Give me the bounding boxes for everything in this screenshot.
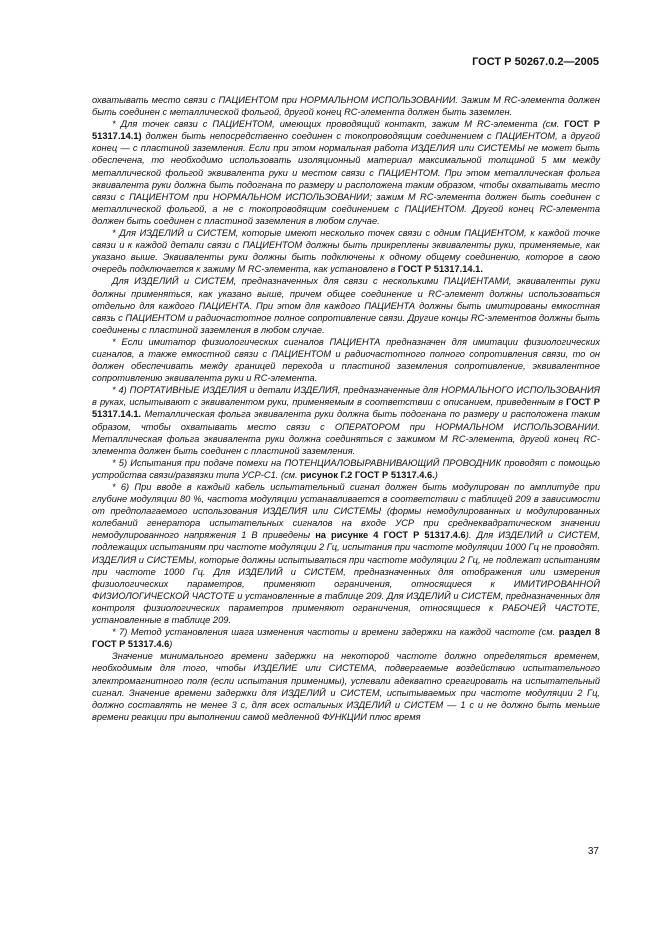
reference-text: ГОСТ Р 51317.14.1. [397, 264, 483, 275]
paragraph [92, 118, 600, 227]
paragraph-text: * 6) При вводе в каждый кабель испытательный сигнал должен быть модулирован по амплитуде при глубине модуляции 80 %, частота модуляции устанавливается в соответствии с таблицей 209 в зависимости от предполагаемого использования ИЗДЕЛИЯ или СИСТЕМЫ (формы немодулированных и модулированных колебаний генератора испытательных сигналов на входе УСР при среднеквадратическом значении немодулированного напряжения 1 В приведены [92, 482, 600, 541]
reference-text: на рисунке 4 ГОСТ Р 51317.4.6 [315, 530, 466, 541]
paragraph-text: охватывать место связи с ПАЦИЕНТОМ при НОРМАЛЬНОМ ИСПОЛЬЗОВАНИИ. Зажим М RC-элемента должен быть соединен с металлической фольгой, другой конец RC-элемента должен быть заземлен. [92, 95, 600, 118]
document-header: ГОСТ Р 50267.0.2—2005 [472, 56, 599, 68]
paragraph-text: Для ИЗДЕЛИЙ и СИСТЕМ, предназначенных для связи с несколькими ПАЦИЕНТАМИ, эквиваленты руки должны применяться, как указано выше, причем общее соединение и RC-элемент должны использоваться отдельно для каждого ПАЦИЕНТА. При этом для каждого ПАЦИЕНТА должны быть имитированы емкостная связь с ПАЦИЕНТОМ и радиочастотное полное сопротивление связи. Другие концы RC-элементов должны быть соединены с пластиной заземления в любом случае. [92, 276, 600, 335]
paragraph-text: ) [169, 639, 173, 650]
paragraph [92, 384, 600, 457]
reference-text: раздел 8 ГОСТ Р 51317.4.6 [92, 627, 600, 650]
paragraph [92, 457, 600, 481]
paragraph-text: Значение минимального времени задержки на некоторой частоте должно определяться временем, необходимым для того, чтобы ИЗДЕЛИЕ или СИСТЕМА, подвергаемые воздействию испытательного электромагнитного поля (если испытания применимы), успевали адекватно среагировать на испытательный сигнал. Значение времени задержки для ИЗДЕЛИЙ и СИСТЕМ, испытываемых при частоте модуляции 2 Гц, должно составлять не менее 3 с, для всех остальных ИЗДЕЛИЙ и СИСТЕМ — 1 с и не должно быть меньше времени реакции при выполнении самой медленной ФУНКЦИИ плюс время [92, 651, 600, 722]
paragraph-text: * 7) Метод установления шага изменения частоты и времени задержки на каждой частоте (см. [112, 627, 559, 638]
reference-text: рисунок Г.2 ГОСТ Р 51317.4.6. [300, 469, 435, 480]
paragraph [92, 336, 600, 384]
paragraph [92, 227, 600, 275]
paragraph-text: ). Для ИЗДЕЛИЙ и СИСТЕМ, подлежащих испытаниям при частоте модуляции 2 Гц, испытания при частоте модуляции 1000 Гц не проводят. ИЗДЕЛИЯ и СИСТЕМЫ, которые должны испытываться при частоте модуляции 2 Гц, не подлежат испытаниям при частоте 1000 Гц. Для ИЗДЕЛИЙ и СИСТЕМ, предназначенных для отображения или измерения физиологических параметров, применяют ограничения, относящиеся к ИМИТИРОВАННОЙ ФИЗИОЛОГИЧЕСКОЙ ЧАСТОТЕ и установленные в таблице 209. Для ИЗДЕЛИЙ и СИСТЕМ, предназначенных для контроля физиологических параметров применяют ограничения, относящиеся к РАБОЧЕЙ ЧАСТОТЕ, установленные в таблице 209. [92, 530, 600, 626]
page-number: 37 [587, 846, 599, 857]
paragraph-text: * 4) ПОРТАТИВНЫЕ ИЗДЕЛИЯ и детали ИЗДЕЛИЯ, предназначенные для НОРМАЛЬНОГО ИСПОЛЬЗОВАНИЯ в руках, испытывают с эквивалентом руки, применяемым в соответствии с описанием, приведенным в [92, 385, 600, 408]
paragraph [92, 94, 600, 118]
paragraph-text: должен быть непосредственно соединен с токопроводящим соединением с ПАЦИЕНТОМ, а другой конец — с пластиной заземления. Если при этом нормальная работа ИЗДЕЛИЯ или СИСТЕМЫ не может быть обеспечена, то необходимо использовать изоляционный материал максимальной толщиной 5 мм между металлической фольгой эквивалента руки и местом связи с ПАЦИЕНТОМ. При этом металлическая фольга эквивалента руки должна быть подогнана по размеру и расположена таким образом, чтобы охватывать место связи с ПАЦИЕНТОМ при НОРМАЛЬНОМ ИСПОЛЬЗОВАНИИ; зажим М RC-элемента должен быть соединен с металлической фольгой, а не с токопроводящим соединением с ПАЦИЕНТОМ. Другой конец RC-элемента должен быть соединен с пластиной заземления в любом случае. [92, 131, 600, 226]
reference-text: ГОСТ Р 51317.14.1. [92, 397, 600, 420]
reference-text: ГОСТ Р 51317.14.1) [92, 119, 601, 142]
paragraph [92, 481, 600, 626]
paragraph-text: Металлическая фольга эквивалента руки должна быть подогнана по размеру и расположена таким образом, чтобы охватывать место связи с ОПЕРАТОРОМ при НОРМАЛЬНОМ ИСПОЛЬЗОВАНИИ. Металлическая фольга эквивалента руки должна соединяться с зажимом М RC-элемента, другой конец RC-элемента должен быть соединен с пластиной заземления. [92, 409, 600, 456]
paragraph [92, 275, 600, 335]
paragraph [92, 650, 600, 723]
paragraph [92, 626, 600, 650]
paragraph-text: * Для точек связи с ПАЦИЕНТОМ, имеющих проводящий контакт, зажим М RC-элемента (см. [112, 119, 565, 130]
paragraph-text: * Если имитатор физиологических сигналов ПАЦИЕНТА предназначен для имитации физиологических сигналов, а также емкостной связи с ПАЦИЕНТОМ и радиочастотного полного сопротивления связи, то он должен обеспечивать между границей перехода и пластиной заземления сопротивление, эквивалентное сопротивлению эквивалента руки и RC-элемента. [92, 336, 600, 384]
paragraph-text: ) [434, 469, 438, 480]
paragraph-text: * 5) Испытания при подаче помехи на ПОТЕНЦИАЛОВЫРАВНИВАЮЩИЙ ПРОВОДНИК проводят с помощью устройства связи/развязки типа УСР-С1. (см. [92, 457, 600, 480]
body-text [92, 94, 600, 723]
paragraph-text: * Для ИЗДЕЛИЙ и СИСТЕМ, которые имеют несколько точек связи с одним ПАЦИЕНТОМ, к каждой точке связи и к каждой детали связи с ПАЦИЕНТОМ должны быть прикреплены эквиваленты руки, применяемые, как указано выше. Эквиваленты руки должны быть подключены к одному общему соединению, которое в свою очередь подключается к зажиму М RC-элемента, как установлено в [92, 228, 600, 275]
